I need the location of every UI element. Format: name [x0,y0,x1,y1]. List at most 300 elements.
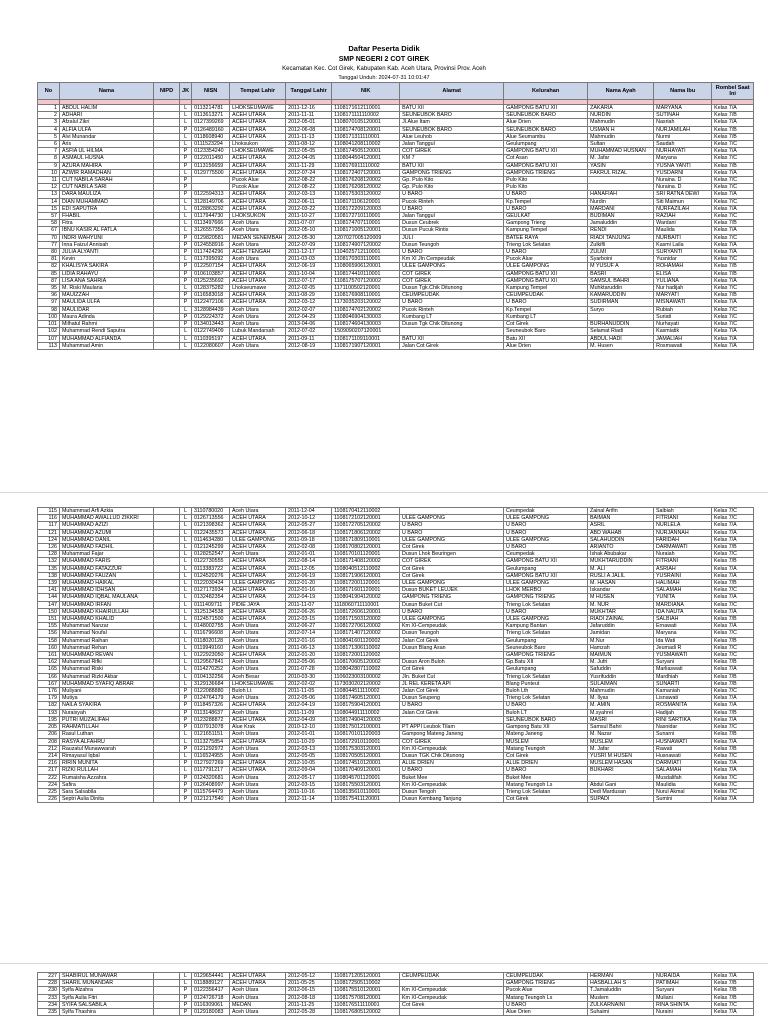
cell-class: Kelas 7/B [712,680,754,687]
table-row [38,973,754,980]
table-row [38,313,754,320]
table-row [38,774,754,781]
cell-birthplace: ACEH UTARA [230,119,286,126]
cell-nisn: 0117791217 [192,767,230,774]
cell-nipd [154,529,180,536]
cell-name: NAILA SYAKIRA [60,702,154,709]
cell-gender: P [180,1009,192,1016]
cell-class: Kelas 7/C [712,788,754,795]
cell-no: 113 [38,342,60,349]
cell-nik: 1108041208110002 [332,141,400,148]
cell-father: Zulkifli [588,241,654,248]
cell-birthdate: 2012-02-07 [286,306,332,313]
cell-birthplace: ACEH UTARA [230,155,286,162]
cell-mother: Maryana [654,630,712,637]
cell-class: Kelas 7/B [712,580,754,587]
cell-mother: MISNAWATI [654,299,712,306]
cell-birthdate: 2013-04-06 [286,321,332,328]
cell-no: 128 [38,551,60,558]
cell-nisn: 0124571500 [192,616,230,623]
table-row [38,738,754,745]
cell-mother: Nur hadijah [654,285,712,292]
cell-no: 162 [38,659,60,666]
cell-village: Geulumpang [504,141,588,148]
cell-address: ULEE GAMPONG [400,515,504,522]
cell-gender: L [180,529,192,536]
cell-class: Kelas 7/A [712,767,754,774]
cell-nipd [154,731,180,738]
cell-nisn: 0107913078 [192,724,230,731]
cell-gender: L [180,767,192,774]
cell-name: MUHAMMAD KHAIRULLAH [60,608,154,615]
cell-birthplace: ACEH UTARA [230,767,286,774]
cell-village: LHOK MERBO [504,587,588,594]
cell-name: MAUIZZAH [60,292,154,299]
cell-no: 214 [38,752,60,759]
cell-village: Pucok Alue [504,256,588,263]
download-date: Tanggal Unduh: 2024-07-31 10:01:47 [338,75,430,81]
cell-village: SEUNEUBOK BARO [504,126,588,133]
table-row [38,169,754,176]
cell-nipd [154,515,180,522]
cell-mother: Rubiah [654,306,712,313]
cell-village: SEUNEUBOK BARO [504,716,588,723]
cell-address: GAMPONG TRIENG [400,169,504,176]
cell-nipd [154,702,180,709]
cell-father: Zainal Arifin [588,508,654,515]
cell-nisn: 0126408997 [192,781,230,788]
cell-class: Kelas 7/B [712,709,754,716]
cell-mother: Suryani [654,659,712,666]
cell-name: MUHAMMAD IDHSAN [60,587,154,594]
cell-birthplace: Aceh Utara [230,796,286,803]
cell-mother: SURYANTI [654,249,712,256]
cell-birthplace: ACEH UTARA [230,760,286,767]
cell-gender: L [180,133,192,140]
cell-no: 5 [38,133,60,140]
table-row [38,220,754,227]
cell-birthdate: 2012-05-05 [286,752,332,759]
cell-nipd [154,141,180,148]
cell-gender: P [180,745,192,752]
cell-nisn: 0128863292 [192,205,230,212]
cell-nisn: 0127927269 [192,760,230,767]
cell-village: Ceumpedak [504,551,588,558]
cell-nisn: 0124764179 [192,695,230,702]
cell-father: SALAHUDDIN [588,536,654,543]
cell-nipd [154,1001,180,1008]
cell-class: Kelas 7/B [712,994,754,1001]
cell-father: M. Ilyas [588,695,654,702]
cell-address: Cot Girek [400,1001,504,1008]
cell-nik: 1108170412110002 [332,508,400,515]
table-row [38,558,754,565]
cell-nipd [154,536,180,543]
cell-nipd [154,306,180,313]
cell-name: Mutiya [60,695,154,702]
cell-father: HASBALLAH S [588,980,654,987]
cell-village: Batu XII [504,335,588,342]
cell-mother: SALAMAH [654,767,712,774]
cell-class: Kelas 7/B [712,292,754,299]
cell-nisn: 3129136684 [192,680,230,687]
cell-birthplace: Lubuk Mandarsah [230,328,286,335]
cell-nisn: 0113497666 [192,220,230,227]
cell-address: Km XI-Cempeudak [400,781,504,788]
cell-nik: 1108174708120001 [332,126,400,133]
student-table-page-2 [37,507,754,803]
cell-nipd [154,249,180,256]
cell-mother: Ida Wati [654,637,712,644]
cell-nik: 1108171408120002 [332,558,400,565]
cell-mother: Jeumadi R [654,644,712,651]
col-header: Nama [60,83,154,100]
col-header: Tanggal Lahir [286,83,332,100]
cell-nipd [154,774,180,781]
cell-village: CEUMPEUDAK [504,292,588,299]
table-row [38,745,754,752]
cell-gender: P [180,702,192,709]
cell-nipd [154,745,180,752]
cell-nipd [154,994,180,1001]
cell-no: 101 [38,321,60,328]
cell-birthplace: ACEH UTARA [230,270,286,277]
cell-no: 121 [38,529,60,536]
cell-mother: MARDIANA [654,601,712,608]
cell-village: Trieng Lok Selatan [504,673,588,680]
table-row [38,644,754,651]
cell-nisn: 0122011450 [192,155,230,162]
cell-class: Kelas 7/C [712,321,754,328]
cell-nipd [154,162,180,169]
cell-nisn: 0129224372 [192,313,230,320]
cell-name: Muhammad Riski [60,666,154,673]
cell-father: BASRI [588,270,654,277]
cell-name: EDI SAPUTRA [60,205,154,212]
cell-nik: 1108171601120001 [332,587,400,594]
cell-no: 138 [38,572,60,579]
cell-no: 77 [38,241,60,248]
cell-nipd [154,973,180,980]
cell-gender: P [180,299,192,306]
table-row [38,155,754,162]
cell-class: Kelas 7/A [712,536,754,543]
cell-gender: L [180,644,192,651]
cell-address: ULEE GAMPONG [400,616,504,623]
cell-father: MUSLEM [588,738,654,745]
cell-nik: 1108172606120001 [332,608,400,615]
cell-village: ALUE DRIEN [504,760,588,767]
cell-address: Km XI Jln Cempeudak [400,256,504,263]
cell-nik: 1108172209120003 [332,205,400,212]
cell-no: 80 [38,249,60,256]
cell-nipd [154,572,180,579]
cell-no: 1 [38,105,60,112]
cell-birthplace: ACEH UTARA [230,169,286,176]
cell-father: Jafaruddin [588,623,654,630]
cell-address: Km XI-Cempeudak [400,745,504,752]
col-header: NISN [192,83,230,100]
cell-gender: L [180,522,192,529]
table-row [38,601,754,608]
cell-nik: 1108176911110002 [332,162,400,169]
cell-gender: L [180,306,192,313]
cell-mother: SUTINAH [654,112,712,119]
cell-nik: 1108171612110001 [332,105,400,112]
cell-birthplace: Aceh Utara [230,987,286,994]
cell-father: ZULMI [588,249,654,256]
cell-birthdate: 2011-08-12 [286,141,332,148]
cell-birthdate: 2012-07-17 [286,277,332,284]
cell-no: 13 [38,191,60,198]
cell-address: Jalan Tanggul [400,213,504,220]
cell-mother: Nuraina. D [654,184,712,191]
cell-gender: P [180,292,192,299]
cell-name: Rauzatul Munawwarah [60,745,154,752]
cell-nipd [154,644,180,651]
school-name: SMP NEGERI 2 COT GIREK [338,56,430,63]
cell-birthdate: 2012-02-08 [286,544,332,551]
cell-father: HANAFIAH [588,191,654,198]
table-row [38,263,754,270]
table-row [38,594,754,601]
cell-nisn: 0118457326 [192,702,230,709]
cell-name: MUHAMMAD FATAZZUR [60,565,154,572]
cell-no: 227 [38,973,60,980]
cell-address: JL REL KERETA API [400,680,504,687]
table-row [38,1009,754,1016]
cell-address: Cot Girek [400,666,504,673]
cell-class: Kelas 7/C [712,1001,754,1008]
cell-birthdate: 2012-03-13 [286,745,332,752]
cell-gender: P [180,695,192,702]
cell-birthplace: ACEH UTARA [230,112,286,119]
cell-father: Suryo [588,306,654,313]
table-row [38,198,754,205]
cell-nipd [154,558,180,565]
table-row [38,112,754,119]
cell-birthdate: 2012-05-06 [286,659,332,666]
cell-village: Cot Girek [504,796,588,803]
cell-no: 233 [38,994,60,1001]
cell-birthplace: ACEH UTARA [230,594,286,601]
cell-birthplace: Aceh Utara [230,630,286,637]
cell-birthdate: 2011-11-25 [286,1001,332,1008]
cell-nisn: 0123354240 [192,148,230,155]
cell-gender: L [180,335,192,342]
cell-birthplace: Aceh Utara [230,241,286,248]
cell-village: Trieng Lok Selatan [504,241,588,248]
cell-nik: 1509090207120001 [332,328,400,335]
col-header: Rombel Saat Ini [712,83,754,100]
cell-nisn: 0121651151 [192,731,230,738]
cell-nisn: 0122923050 [192,652,230,659]
cell-birthdate: 2012-05-06 [286,695,332,702]
cell-birthdate: 2012-05-28 [286,1009,332,1016]
cell-class: Kelas 7/C [712,508,754,515]
cell-address: CEUMPEUDAK [400,292,504,299]
cell-birthplace: Aceh Utara [230,220,286,227]
cell-gender: L [180,119,192,126]
cell-birthplace: ACEH UTARA [230,544,286,551]
cell-birthplace: Aceh Utara [230,623,286,630]
cell-nipd [154,177,180,184]
cell-name: M. Riski Maulana [60,285,154,292]
cell-village: GAMPONG BATU XII [504,105,588,112]
cell-no: 160 [38,644,60,651]
cell-gender: L [180,227,192,234]
cell-name: Muhammad Amin [60,342,154,349]
table-row [38,680,754,687]
cell-name: SHARIL MUNANDAR [60,980,154,987]
col-header: Nama Ayah [588,83,654,100]
cell-nisn: 0132482354 [192,594,230,601]
cell-address: U BARO [400,299,504,306]
cell-father: RUSLI A JALIL [588,572,654,579]
cell-no: 124 [38,536,60,543]
cell-no: 141 [38,587,60,594]
cell-village: Trieng Lok Selatan [504,601,588,608]
cell-village: GEULKAT [504,213,588,220]
table-row [38,133,754,140]
cell-village: Kp.Tempel [504,306,588,313]
cell-nik: 1108170605120002 [332,659,400,666]
cell-village: MUSLEM [504,738,588,745]
cell-nipd [154,608,180,615]
cell-gender: P [180,313,192,320]
cell-birthdate: 2012-08-19 [286,342,332,349]
cell-gender: L [180,328,192,335]
table-row [38,1001,754,1008]
cell-name: Muhammad Rendi Saputra [60,328,154,335]
cell-nipd [154,752,180,759]
cell-nik: 1106023003100002 [332,673,400,680]
cell-nik: 1108171106120001 [332,198,400,205]
cell-nisn: 0129567841 [192,659,230,666]
cell-nisn: 0117424296 [192,249,230,256]
cell-father: Syarboini [588,256,654,263]
cell-nik: 1108176208120002 [332,177,400,184]
cell-birthdate: 2012-10-05 [286,760,332,767]
table-row [38,285,754,292]
cell-mother: Marliaswati [654,666,712,673]
cell-gender: L [180,587,192,594]
cell-mother: Mardhiah [654,673,712,680]
cell-nisn: 0124320681 [192,774,230,781]
cell-address: Dusun Seupeng [400,695,504,702]
cell-no: 3 [38,119,60,126]
cell-gender: P [180,796,192,803]
cell-class: Kelas 7/C [712,551,754,558]
cell-nik: 1108046904130003 [332,313,400,320]
cell-no: 12 [38,184,60,191]
cell-village: Geulumpang [504,666,588,673]
table-row [38,637,754,644]
cell-birthdate: 2012-05-17 [286,774,332,781]
cell-class: Kelas 7/C [712,774,754,781]
cell-gender: L [180,205,192,212]
cell-class: Kelas 7/A [712,105,754,112]
cell-father: RIADI ZAINAL [588,616,654,623]
cell-address: BATU XII [400,105,504,112]
cell-class: Kelas 7/B [712,637,754,644]
cell-birthplace: ACEH TENGAH [230,249,286,256]
cell-father: ARIANTO [588,544,654,551]
cell-class: Kelas 7/B [712,731,754,738]
cell-gender: L [180,169,192,176]
cell-class: Kelas 7/B [712,126,754,133]
cell-father: Hamzah [588,644,654,651]
cell-birthplace: ACEH UTARA [230,587,286,594]
cell-name: Sara Salsabila [60,788,154,795]
cell-class: Kelas 7/B [712,544,754,551]
cell-name: Muhammad Rifki [60,659,154,666]
cell-village: Kampung Bantan [504,623,588,630]
cell-birthdate: 2012-08-14 [286,558,332,565]
cell-nisn: 3128149706 [192,198,230,205]
cell-nipd [154,205,180,212]
cell-gender: L [180,637,192,644]
table-row [38,702,754,709]
cell-address: COT GIREK [400,277,504,284]
cell-birthplace: ACEH UTARA [230,522,286,529]
cell-nisn: 0122356417 [192,987,230,994]
cell-name: Rimayasul Iqbal [60,752,154,759]
cell-no: 132 [38,558,60,565]
cell-father: Mahmudin [588,119,654,126]
cell-nik: 1108176208120002 [332,184,400,191]
cell-birthdate: 2012-01-20 [286,652,332,659]
cell-village: Cot Girek [504,321,588,328]
cell-address: ULEE GAMPONG [400,536,504,543]
cell-nisn: 0123288872 [192,716,230,723]
cell-no: 95 [38,285,60,292]
cell-nisn: 0124726718 [192,994,230,1001]
col-header: Nama Ibu [654,83,712,100]
cell-gender: P [180,994,192,1001]
cell-address: Cot Girek [400,544,504,551]
cell-birthplace: Pucok Alue [230,184,286,191]
cell-birthplace: Pucok Alue [230,177,286,184]
cell-address: Jl.Alue Itam [400,119,504,126]
cell-class: Kelas 7/C [712,234,754,241]
cell-nik: 1108044504120001 [332,155,400,162]
cell-nisn: 0125235692 [192,277,230,284]
cell-birthplace: LHOKSEUMAWE [230,148,286,155]
table-body [38,105,754,350]
cell-address: Jalan Cot Girek [400,688,504,695]
cell-birthdate: 2011-09-11 [286,335,332,342]
table-row [38,249,754,256]
cell-nipd [154,105,180,112]
cell-class: Kelas 7/A [712,148,754,155]
cell-mother: Nuraina. D [654,177,712,184]
table-row [38,335,754,342]
cell-name: Safira [60,781,154,788]
cell-father: Jamaluddin [588,220,654,227]
cell-class: Kelas 7/B [712,980,754,987]
table-row [38,724,754,731]
cell-mother: Suryani [654,987,712,994]
cell-address: GAMPONG TRIENG [400,594,504,601]
cell-nik: 1108044911110002 [332,709,400,716]
table-row [38,608,754,615]
table-row [38,666,754,673]
cell-mother: Kamaniah [654,688,712,695]
cell-birthplace: ACEH UTARA [230,205,286,212]
cell-gender: P [180,688,192,695]
cell-nipd [154,191,180,198]
